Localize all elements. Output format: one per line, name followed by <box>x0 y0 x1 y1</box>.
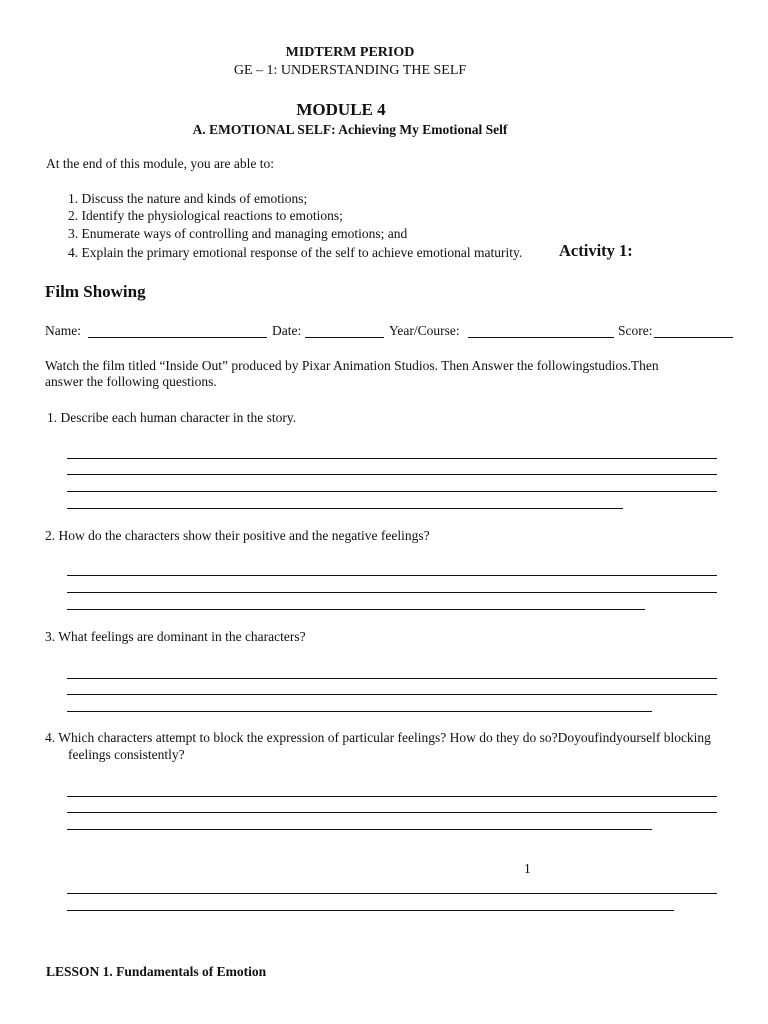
question-3: 3. What feelings are dominant in the characters? <box>45 629 306 644</box>
answer-line[interactable] <box>67 508 623 509</box>
answer-line[interactable] <box>67 796 717 797</box>
course-heading: GE – 1: UNDERSTANDING THE SELF <box>233 63 467 78</box>
lesson-heading: LESSON 1. Fundamentals of Emotion <box>46 964 267 979</box>
answer-line[interactable] <box>67 458 717 459</box>
objective-item: 1. Discuss the nature and kinds of emotions; <box>68 191 308 206</box>
name-field[interactable] <box>88 337 267 338</box>
year-course-field[interactable] <box>468 337 614 338</box>
instructions-line: Watch the film titled “Inside Out” produced by Pixar Animation Studios. Then Answer the followingstudios.Then <box>45 358 659 373</box>
answer-line[interactable] <box>67 694 717 695</box>
module-heading: MODULE 4 <box>296 100 386 119</box>
date-label: Date: <box>272 323 302 338</box>
activity-title: Film Showing <box>45 282 146 301</box>
objectives-intro: At the end of this module, you are able to: <box>46 156 274 171</box>
section-heading: A. EMOTIONAL SELF: Achieving My Emotional Self <box>192 122 508 137</box>
answer-line[interactable] <box>67 829 652 830</box>
answer-line[interactable] <box>67 910 674 911</box>
score-field[interactable] <box>654 337 733 338</box>
year-course-label: Year/Course: <box>389 323 460 338</box>
question-2: 2. How do the characters show their positive and the negative feelings? <box>45 528 430 543</box>
date-field[interactable] <box>305 337 384 338</box>
answer-line[interactable] <box>67 592 717 593</box>
objective-item: 3. Enumerate ways of controlling and managing emotions; and <box>68 226 408 241</box>
activity-label: Activity 1: <box>559 241 633 260</box>
answer-line[interactable] <box>67 711 652 712</box>
answer-line[interactable] <box>67 678 717 679</box>
instructions-line: answer the following questions. <box>45 374 217 389</box>
answer-line[interactable] <box>67 474 717 475</box>
name-label: Name: <box>45 323 81 338</box>
question-4: 4. Which characters attempt to block the expression of particular feelings? How do they do so?Doyoufindyourself blocking <box>45 730 711 745</box>
answer-line[interactable] <box>67 575 717 576</box>
objective-item: 4. Explain the primary emotional response of the self to achieve emotional maturity. <box>68 245 523 260</box>
answer-line[interactable] <box>67 812 717 813</box>
answer-line[interactable] <box>67 893 717 894</box>
question-4-continued: feelings consistently? <box>68 747 185 762</box>
objective-item: 2. Identify the physiological reactions to emotions; <box>68 208 343 223</box>
score-label: Score: <box>618 323 653 338</box>
answer-line[interactable] <box>67 609 645 610</box>
question-1: 1. Describe each human character in the story. <box>47 410 297 425</box>
period-heading: MIDTERM PERIOD <box>285 45 415 60</box>
answer-line[interactable] <box>67 491 717 492</box>
page-number: 1 <box>524 861 531 876</box>
